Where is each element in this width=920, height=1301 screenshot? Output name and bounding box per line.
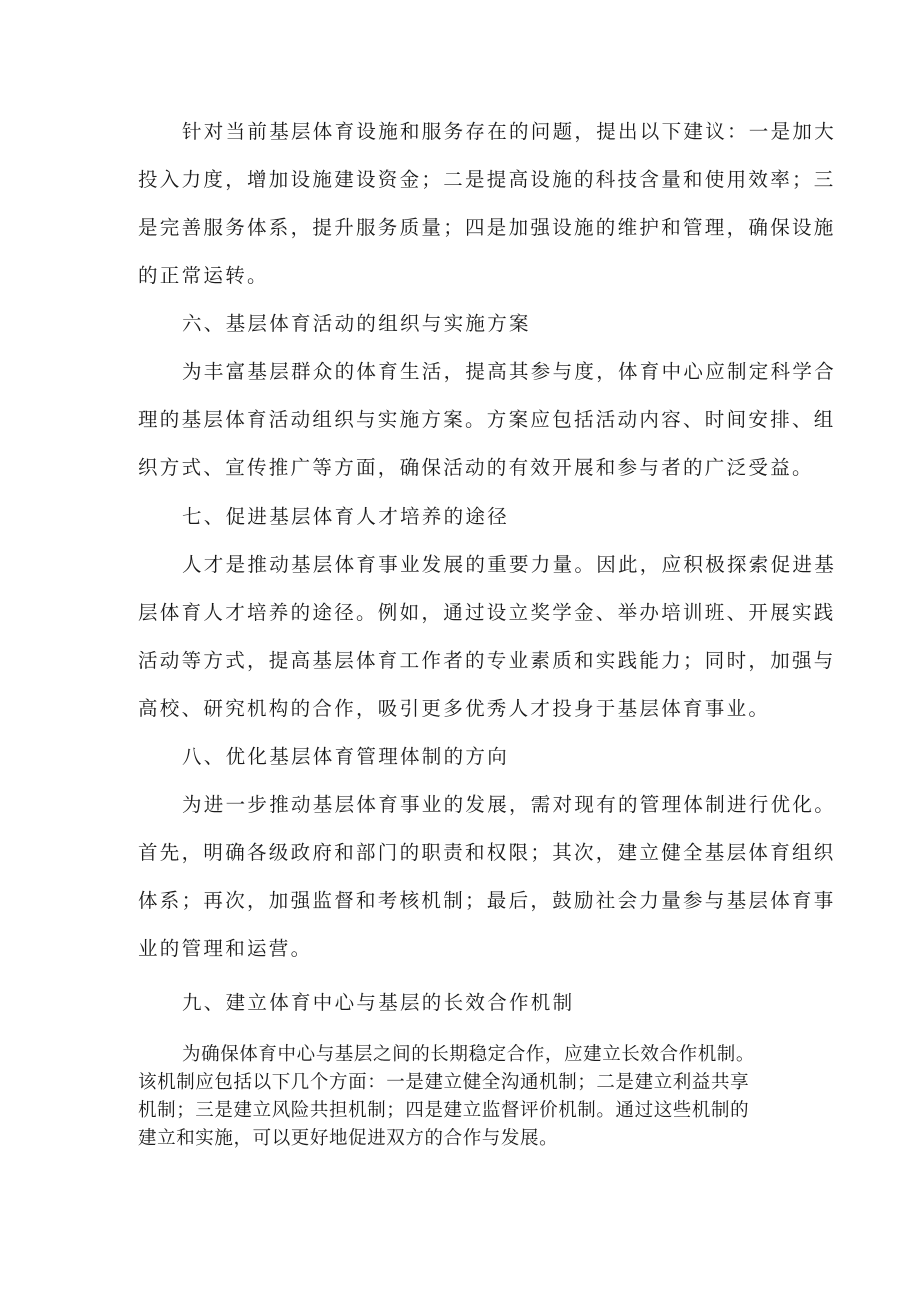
paragraph-line: 是完善服务体系，提升服务质量；四是加强设施的维护和管理，确保设施: [138, 216, 836, 239]
paragraph-line: 的正常运转。: [138, 264, 269, 287]
paragraph-line: 为丰富基层群众的体育生活，提高其参与度，体育中心应制定科学合: [182, 360, 837, 383]
paragraph-line: 机制；三是建立风险共担机制；四是建立监督评价机制。通过这些机制的: [138, 1100, 750, 1121]
paragraph-line: 为确保体育中心与基层之间的长期稳定合作，应建立长效合作机制。: [182, 1044, 756, 1065]
paragraph-line: 织方式、宣传推广等方面，确保活动的有效开展和参与者的广泛受益。: [138, 456, 814, 479]
paragraph-line: 高校、研究机构的合作，吸引更多优秀人才投身于基层体育事业。: [138, 697, 771, 720]
paragraph-line: 建立和实施，可以更好地促进双方的合作与发展。: [138, 1128, 559, 1149]
paragraph-line: 活动等方式，提高基层体育工作者的专业素质和实践能力；同时，加强与: [138, 649, 836, 672]
paragraph-line: 人才是推动基层体育事业发展的重要力量。因此，应积极探索促进基: [182, 553, 837, 576]
paragraph-line: 为进一步推动基层体育事业的发展，需对现有的管理体制进行优化。: [182, 793, 837, 816]
paragraph-line: 业的管理和运营。: [138, 937, 313, 960]
section-heading-8: 八、优化基层体育管理体制的方向: [182, 745, 510, 768]
paragraph-line: 首先，明确各级政府和部门的职责和权限；其次，建立健全基层体育组织: [138, 841, 836, 864]
paragraph-line: 层体育人才培养的途径。例如，通过设立奖学金、举办培训班、开展实践: [138, 601, 836, 624]
paragraph-line: 体系；再次，加强监督和考核机制；最后，鼓励社会力量参与基层体育事: [138, 889, 836, 912]
section-heading-7: 七、促进基层体育人才培养的途径: [182, 505, 510, 528]
paragraph-line: 针对当前基层体育设施和服务存在的问题，提出以下建议：一是加大: [182, 120, 837, 143]
section-heading-6: 六、基层体育活动的组织与实施方案: [182, 312, 531, 335]
paragraph-line: 投入力度，增加设施建设资金；二是提高设施的科技含量和使用效率；三: [138, 168, 836, 191]
paragraph-line: 理的基层体育活动组织与实施方案。方案应包括活动内容、时间安排、组: [138, 408, 836, 431]
section-heading-9: 九、建立体育中心与基层的长效合作机制: [182, 991, 575, 1014]
paragraph-line: 该机制应包括以下几个方面：一是建立健全沟通机制；二是建立利益共享: [138, 1072, 750, 1093]
